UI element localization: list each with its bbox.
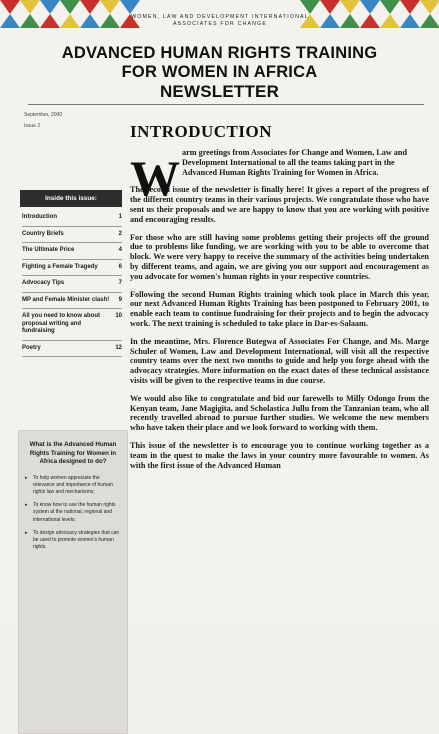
header-divider	[28, 104, 424, 105]
article-heading: INTRODUCTION	[130, 122, 273, 141]
org-line-2: ASSOCIATES FOR CHANGE	[173, 21, 267, 27]
article-paragraph: Following the second Human Rights training which took place in March this year, our next Advanced Human Rights Training has been postponed to February 2001, to enable each team to continue fundraising for their projects and to begin the advocacy work. The next training is scheduled to take place in Dar-es-Salaam.	[130, 289, 429, 328]
toc-item	[22, 243, 122, 260]
toc-item-page: 2	[118, 230, 122, 237]
toc-item-page: 1	[118, 214, 122, 220]
toc-item	[22, 309, 122, 341]
article-paragraph: We would also like to congratulate and bid our farewells to Milly Odongo from the Kenyan team, Jane Magigita, and Scholastica Jullu from the Tanzanian team, who all recently travelled abroad to pursue further studies. We welcome the new members who have taken their place and we look forward to working with them.	[130, 393, 429, 433]
article-paragraph: This issue of the newsletter is to encourage you to continue working together as a team in the quest to make the laws in your country more favourable to women. As with the first issue of the Advanced Human	[130, 440, 429, 470]
toc-item	[22, 260, 122, 277]
toc-item-page: 12	[115, 344, 122, 351]
article-paragraph: For those who are still having some problems getting their projects off the ground due to problems like funding, we are working with you to be able to overcome that block. We were very happy to receive the summary of the activities being undertaken by different teams, and again, we are giving you our support and encouragement as you advocate for women's human rights in your respective countries.	[130, 232, 429, 281]
toc-item-page: 6	[118, 263, 122, 270]
article-paragraph: In the meantime, Mrs. Florence Butegwa of Associates For Change, and Ms. Marge Schuler of Women, Law and Development International, will visit all the respective country teams over the next two months to guide and help you forge ahead with the advocacy strategies. More information on the exact dates of these technical assistance visits will be given to the respective teams in due course.	[130, 336, 429, 385]
program-purpose-box	[18, 430, 128, 734]
toc-item-label: Country Briefs	[22, 230, 64, 237]
title-line-3: NEWSLETTER	[159, 82, 280, 101]
purpose-item: ▸ To design advocacy strategies that can be used to promote women's human rights.	[19, 526, 127, 554]
table-of-contents	[22, 210, 122, 357]
article-body	[124, 185, 429, 470]
org-line-1: WOMEN, LAW AND DEVELOPMENT INTERNATIONAL	[131, 14, 309, 20]
toc-item	[22, 341, 122, 358]
issue-date: September, 2000	[24, 112, 63, 118]
drop-cap: W	[130, 150, 180, 206]
title-line-1: ADVANCED HUMAN RIGHTS TRAINING	[61, 44, 378, 62]
lead-paragraph: arm greetings from Associates for Change and Women, Law and Development International to all the teams taking part in the Advanced Human Rights Training for Women in Africa.	[182, 148, 408, 177]
toc-item-page: 4	[118, 247, 122, 253]
purpose-question: What is the Advanced Human Rights Training for Women in Africa designed to do?	[29, 441, 117, 465]
toc-item	[22, 227, 122, 244]
toc-item-label: Poetry	[22, 344, 41, 351]
main-article	[124, 122, 429, 470]
toc-item	[22, 293, 122, 310]
purpose-item: ▸ To help women appreciate the relevance and importance of human rights law and mechanisms;	[19, 471, 127, 499]
toc-item-page: 7	[118, 280, 122, 286]
issue-number: Issue 2	[24, 123, 41, 129]
toc-item-label: The Ultimate Price	[22, 247, 75, 253]
toc-item-page: 10	[115, 313, 122, 319]
inside-issue-heading: Inside this issue:	[20, 190, 122, 207]
toc-item	[22, 276, 122, 293]
toc-item-label: MP and Female Minister clash!	[22, 296, 110, 303]
sidebar	[18, 110, 128, 551]
toc-item	[22, 210, 122, 227]
organization-names	[110, 14, 330, 28]
toc-item-label: All you need to know about proposal writing and fundraising	[22, 313, 100, 334]
toc-item-page: 9	[118, 296, 122, 303]
toc-item-label: Introduction	[22, 214, 57, 220]
newsletter-title	[0, 44, 439, 101]
toc-item-label: Advocacy Tips	[22, 280, 65, 286]
article-paragraph: The second issue of the newsletter is finally here! It gives a report of the progress of the different country teams in their various projects. We congratulate those who have sent us their proposals and we are happy to know that you are working with positive and encouraging results.	[130, 185, 429, 224]
toc-item-label: Fighting a Female Tragedy	[22, 263, 98, 270]
title-line-2: FOR WOMEN IN AFRICA	[121, 63, 318, 81]
purpose-list	[19, 471, 127, 554]
purpose-item: ▸ To know how to use the human rights system at the national, regional and international levels;	[19, 498, 127, 526]
